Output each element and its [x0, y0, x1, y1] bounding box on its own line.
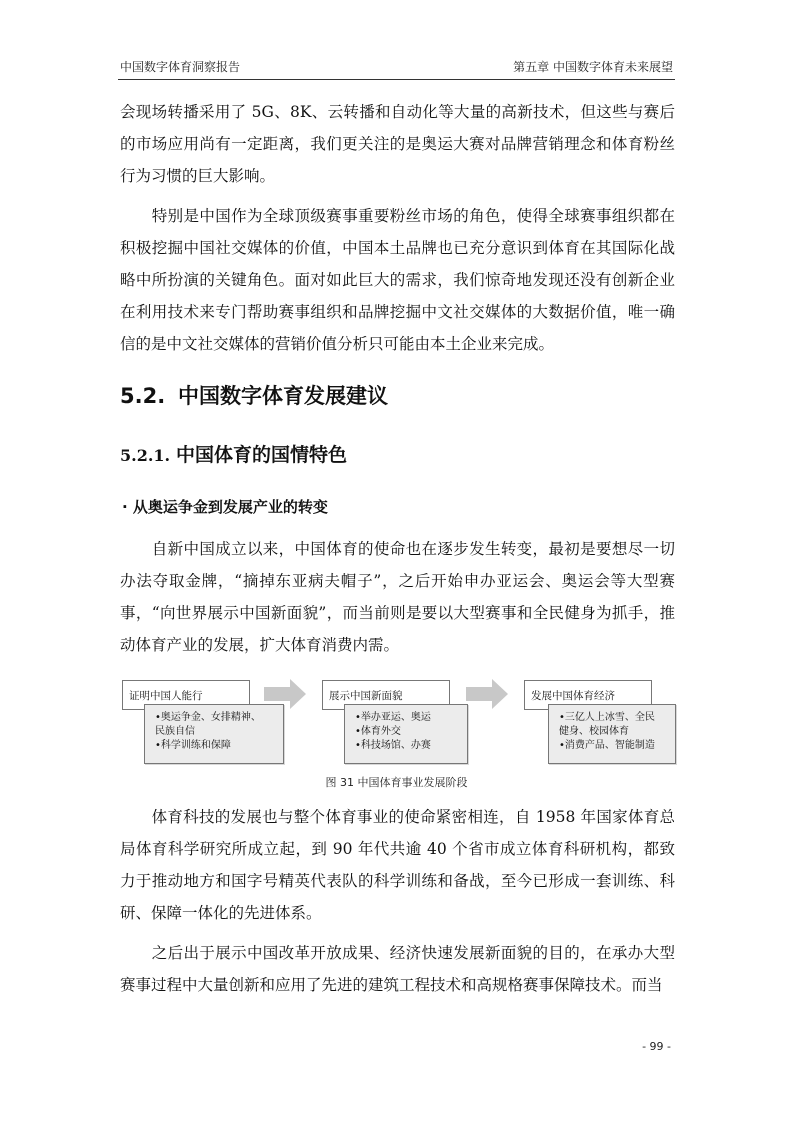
paragraph: 自新中国成立以来，中国体育的使命也在逐步发生转变，最初是要想尽一切办法夺取金牌，“摘掉东亚病夫帽子”，之后开始申办亚运会、奥运会等大型赛事，“向世界展示中国新面貌”，而当前则是要以大型赛事和全民健身为抓手，推动体育产业的发展，扩大体育消费内需。: [120, 540, 675, 654]
body-text-2: [120, 801, 675, 1001]
bullet-heading: · 从奥运争金到发展产业的转变: [122, 498, 328, 516]
development-stages-figure: [118, 676, 678, 768]
subsection-heading: [120, 440, 347, 467]
section-number: 5.2.: [120, 384, 166, 408]
page-number: - 99 -: [642, 1040, 671, 1053]
section-title: 中国数字体育发展建议: [178, 384, 388, 408]
paragraph: 会现场转播采用了 5G、8K、云转播和自动化等大量的高新技术，但这些与赛后的市场应用尚有一定距离，我们更关注的是奥运大赛对品牌营销理念和体育粉丝行为习惯的巨大影响。: [120, 103, 675, 185]
header-chapter-title: 第五章 中国数字体育未来展望: [513, 60, 673, 74]
stage-item: •科学训练和保障: [155, 740, 231, 751]
subsection-number: 5.2.1.: [120, 446, 171, 465]
subsection-title: 中国体育的国情特色: [176, 444, 348, 466]
intro-text: [120, 96, 675, 360]
stage-item: •科技场馆、办赛: [355, 740, 431, 751]
header-report-title: 中国数字体育洞察报告: [120, 60, 241, 74]
stage-1-title: 证明中国人能行: [122, 680, 250, 710]
stage-item: •消费产品、智能制造: [559, 740, 655, 751]
arrow-right-icon: [264, 678, 306, 710]
stage-item: •体育外交: [355, 726, 401, 737]
stage-3-box: [548, 704, 676, 764]
stage-2-box: [344, 704, 468, 764]
stage-item: 健身、校园体育: [559, 726, 629, 737]
stage-1-box: [144, 704, 284, 764]
paragraph: 之后出于展示中国改革开放成果、经济快速发展新面貌的目的，在承办大型赛事过程中大量创新和应用了先进的建筑工程技术和高规格赛事保障技术。而当: [120, 944, 675, 994]
stage-item: •奥运争金、女排精神、: [155, 712, 261, 723]
section-heading: [120, 380, 388, 410]
arrow-right-icon: [466, 678, 508, 710]
body-text-1: [120, 533, 675, 661]
header-divider: [118, 79, 675, 80]
stage-2-title: 展示中国新面貌: [322, 680, 450, 710]
stage-3-title: 发展中国体育经济: [524, 680, 652, 710]
stage-item: •三亿人上冰雪、全民: [559, 712, 655, 723]
stage-item: 民族自信: [155, 726, 195, 737]
figure-caption: 图 31 中国体育事业发展阶段: [325, 776, 468, 789]
paragraph: 体育科技的发展也与整个体育事业的使命紧密相连，自 1958 年国家体育总局体育科学研究所成立起，到 90 年代共逾 40 个省市成立体育科研机构，都致力于推动地方和国字号精英代表队的科学训练和备战，至今已形成一套训练、科研、保障一体化的先进体系。: [120, 808, 675, 922]
stage-item: •举办亚运、奥运: [355, 712, 431, 723]
paragraph: 特别是中国作为全球顶级赛事重要粉丝市场的角色，使得全球赛事组织都在积极挖掘中国社交媒体的价值，中国本土品牌也已充分意识到体育在其国际化战略中所扮演的关键角色。面对如此巨大的需求，我们惊奇地发现还没有创新企业在利用技术来专门帮助赛事组织和品牌挖掘中文社交媒体的大数据价值，唯一确信的是中文社交媒体的营销价值分析只可能由本土企业来完成。: [120, 207, 675, 353]
